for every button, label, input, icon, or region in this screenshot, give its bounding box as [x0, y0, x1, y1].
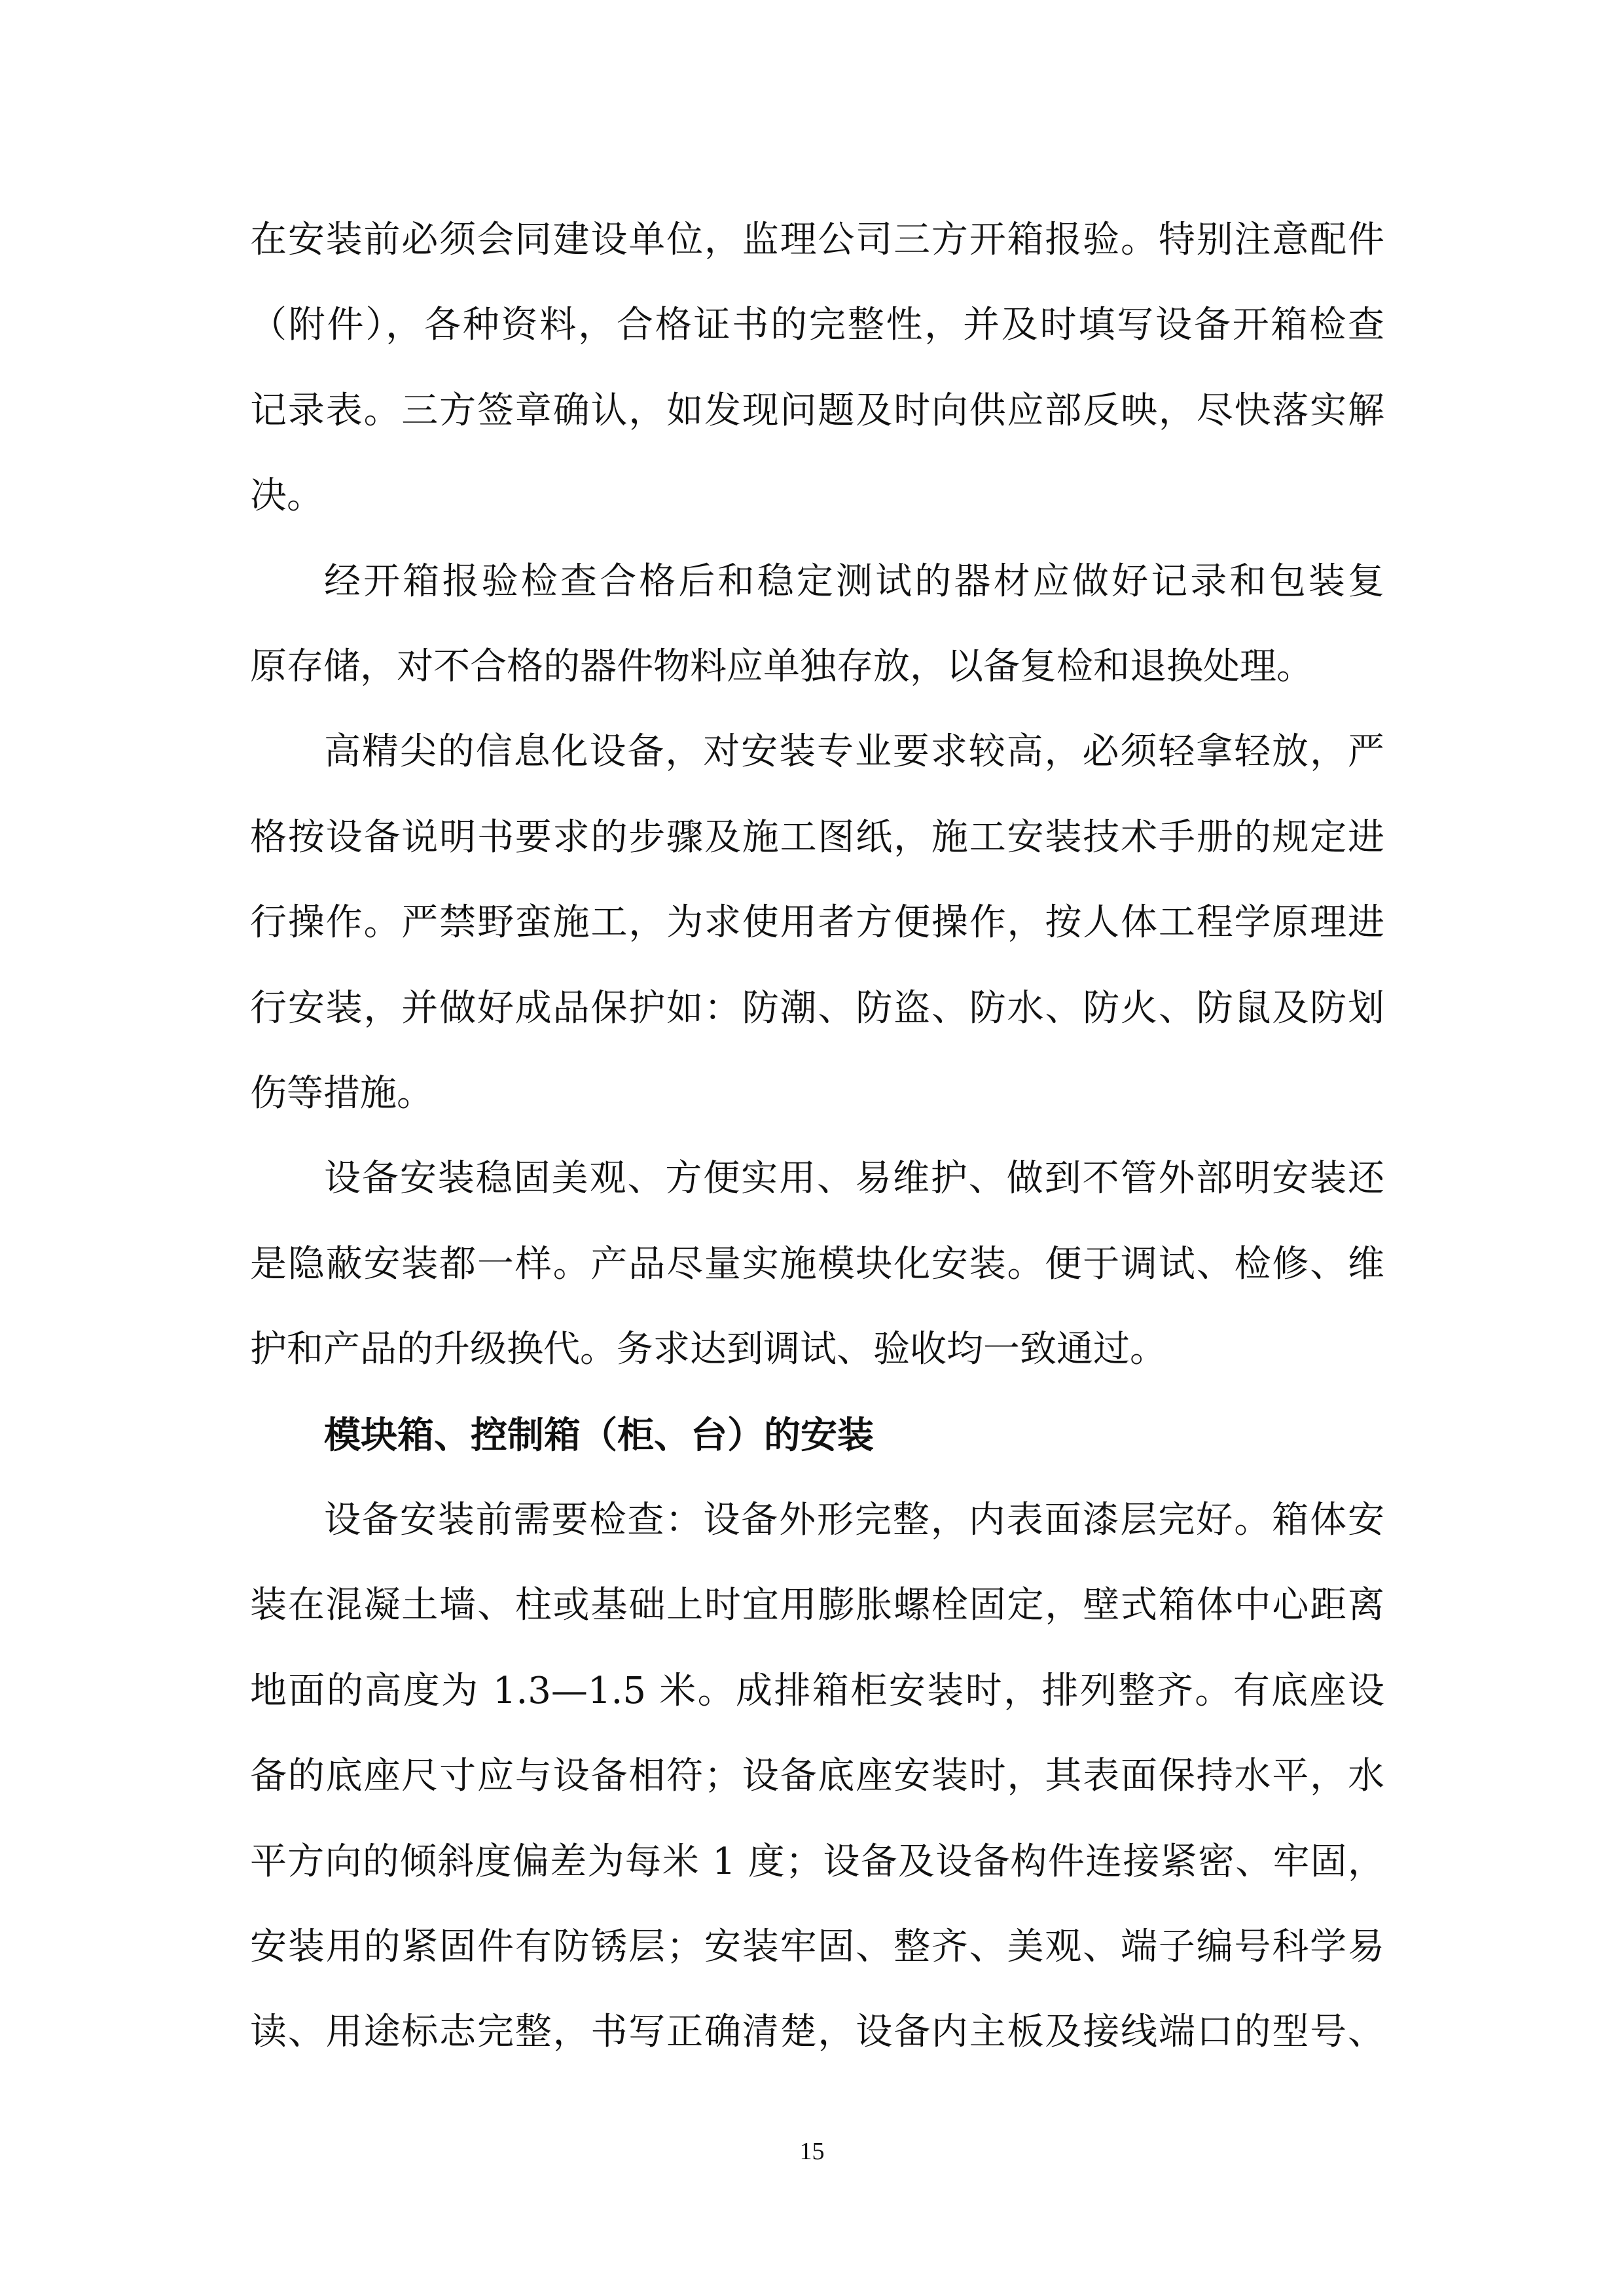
- page-number: 15: [799, 2138, 825, 2165]
- text-line: 读、用途标志完整，书写正确清楚，设备内主板及接线端口的型号、: [250, 2011, 1384, 2054]
- text-line: 行安装，并做好成品保护如：防潮、防盗、防水、防火、防鼠及防划: [250, 986, 1384, 1030]
- text-line: 护和产品的升级换代。务求达到调试、验收均一致通过。: [250, 1328, 1166, 1371]
- text-line: 是隐蔽安装都一样。产品尽量实施模块化安装。便于调试、检修、维: [250, 1242, 1384, 1285]
- text-line: 在安装前必须会同建设单位，监理公司三方开箱报验。特别注意配件: [250, 219, 1384, 261]
- text-line: 装在混凝土墙、柱或基础上时宜用膨胀螺栓固定，壁式箱体中心距离: [250, 1584, 1384, 1627]
- text-line: 高精尖的信息化设备，对安装专业要求较高，必须轻拿轻放，严: [324, 730, 1384, 774]
- text-line: 决。: [250, 475, 323, 518]
- text-line: 设备安装稳固美观、方便实用、易维护、做到不管外部明安装还: [324, 1157, 1384, 1200]
- section-heading: 模块箱、控制箱（柜、台）的安装: [324, 1413, 874, 1457]
- text-line: 平方向的倾斜度偏差为每米 1 度；设备及设备构件连接紧密、牢固，: [250, 1840, 1384, 1883]
- text-line: 格按设备说明书要求的步骤及施工图纸，施工安装技术手册的规定进: [250, 816, 1384, 859]
- text-line: 原存储，对不合格的器件物料应单独存放，以备复检和退换处理。: [250, 645, 1313, 688]
- text-line: 设备安装前需要检查：设备外形完整，内表面漆层完好。箱体安: [324, 1499, 1384, 1541]
- text-line: 伤等措施。: [250, 1072, 433, 1115]
- text-line: 经开箱报验检查合格后和稳定测试的器材应做好记录和包装复: [324, 560, 1384, 603]
- text-line: 安装用的紧固件有防锈层；安装牢固、整齐、美观、端子编号科学易: [250, 1926, 1384, 1968]
- text-line: 行操作。严禁野蛮施工，为求使用者方便操作，按人体工程学原理进: [250, 901, 1384, 944]
- text-line: 记录表。三方签章确认，如发现问题及时向供应部反映，尽快落实解: [250, 389, 1384, 432]
- text-line: （附件），各种资料，合格证书的完整性，并及时填写设备开箱检查: [250, 304, 1384, 347]
- text-line: 地面的高度为 1.3—1.5 米。成排箱柜安装时，排列整齐。有底座设: [250, 1669, 1384, 1712]
- text-line: 备的底座尺寸应与设备相符；设备底座安装时，其表面保持水平，水: [250, 1755, 1384, 1798]
